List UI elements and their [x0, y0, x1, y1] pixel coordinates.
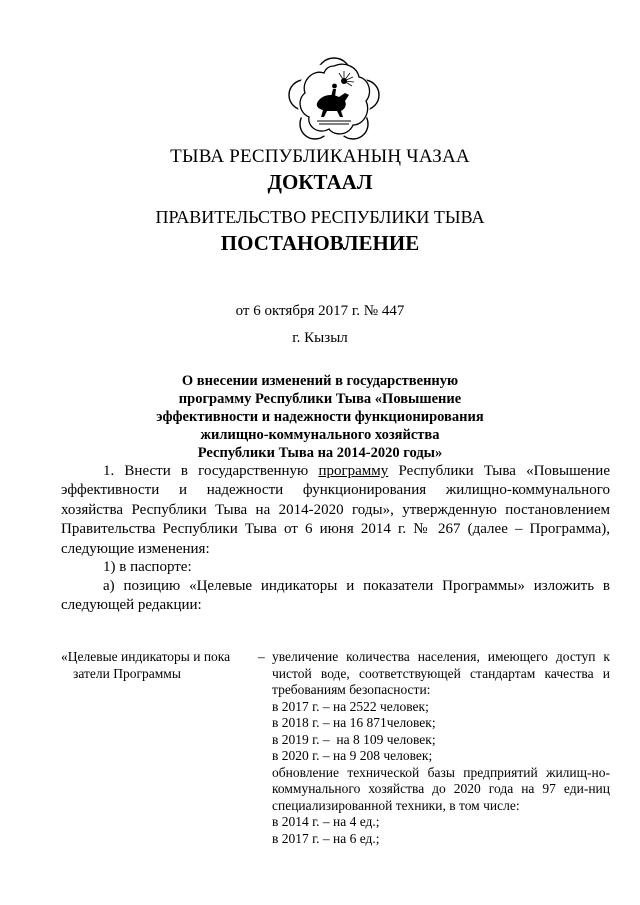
indicator-row: в 2019 г. – на 8 109 человек; [272, 731, 436, 747]
russian-government-heading: ПРАВИТЕЛЬСТВО РЕСПУБЛИКИ ТЫВА [155, 207, 485, 227]
paragraph-1 [61, 462, 610, 559]
title-line: О внесении изменений в государственную [181, 373, 459, 389]
indicator-intro: увеличение количества населения, имеющего доступ к чистой воде, соответствующей стандартам качества и требованиям безопасности: [272, 649, 610, 697]
indicator-label-line: «Целевые индикаторы и пока [61, 649, 231, 664]
program-link[interactable]: программу [318, 463, 389, 479]
title-line: программу Республики Тыва «Повышение [178, 391, 462, 407]
paragraph-passport: 1) в паспорте: [103, 559, 192, 575]
title-line: жилищно-коммунального хозяйства [200, 427, 440, 443]
paragraph-1-rest: Республики Тыва «Повышение эффективности и надежности функционирования жилищно-коммунального хозяйства Республики Тыва на 2014-2020 годы», утвержденную постановлением Правительства Республики Тыва от 6 июня 2014 г. № 267 (далее – Программа), следующие изменения: [61, 463, 610, 557]
indicator-row: в 2020 г. – на 9 208 человек; [272, 748, 433, 763]
table-right-column [272, 649, 610, 847]
city-name: г. Кызыл [292, 330, 348, 346]
date-and-number: от 6 октября 2017 г. № 447 [235, 303, 405, 319]
russian-document-type: ПОСТАНОВЛЕНИЕ [220, 231, 420, 255]
tyva-government-heading: ТЫВА РЕСПУБЛИКАНЫҢ ЧАЗАА [170, 146, 470, 167]
resolution-title [0, 372, 640, 462]
title-line: Республики Тыва на 2014-2020 годы» [197, 445, 443, 461]
coat-of-arms-emblem [287, 55, 381, 141]
paragraph-1-start: 1. Внести в государственную [103, 463, 319, 479]
indicator-row: в 2014 г. – на 4 ед.; [272, 814, 380, 829]
table-left-column [61, 649, 251, 682]
tyva-document-type: ДОКТААЛ [267, 170, 373, 194]
paragraph-indicators: а) позицию «Целевые индикаторы и показатели Программы» изложить в следующей редакции: [61, 578, 610, 614]
table-dash: – [258, 649, 265, 664]
indicator-row: в 2017 г. – на 2522 человек; [272, 698, 429, 714]
title-line: эффективности и надежности функционирования [156, 409, 484, 425]
indicator-row: в 2018 г. – на 16 871человек; [272, 715, 436, 730]
indicator-label-line: затели Программы [73, 665, 181, 681]
indicator-row: в 2017 г. – на 6 ед.; [272, 830, 380, 846]
indicator-intro-2: обновление технической базы предприятий жилищ-но-коммунального хозяйства до 2020 года на 97 еди-ниц специализированной техники, в том числе: [272, 764, 610, 813]
